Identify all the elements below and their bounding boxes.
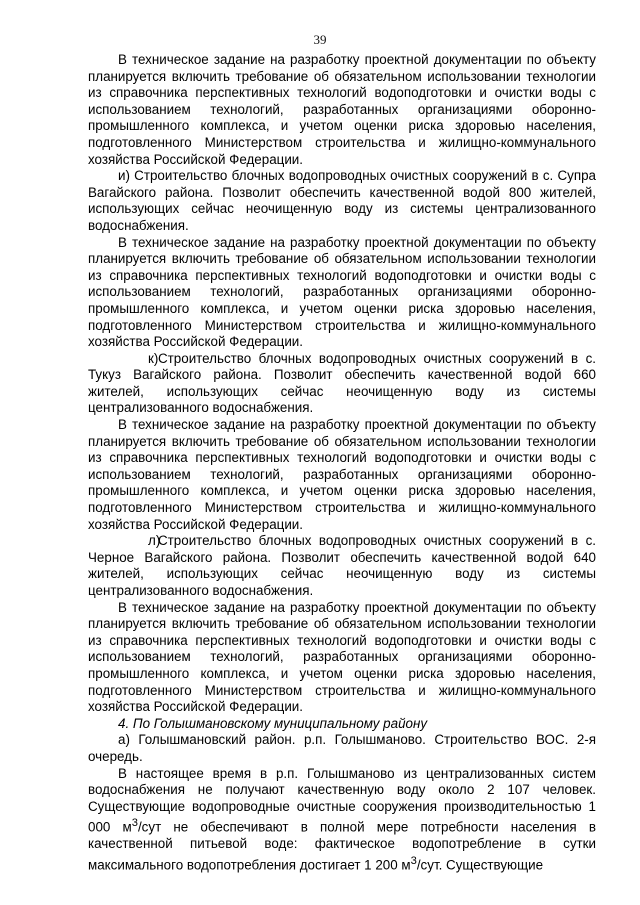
paragraph-text: /сут. Существующие — [416, 857, 544, 873]
list-item-number: л) — [148, 533, 161, 549]
paragraph — [88, 766, 596, 875]
paragraph-text: /сут не обеспечивают в полной мере потребности населения в качественной питьевой воде: фактическое водопотребление в сутки максимального водопотребления достигает 1 200 м — [88, 819, 596, 873]
list-item-number: к) — [148, 350, 159, 366]
section-heading: 4. По Голышмановскому муниципальному району — [118, 715, 428, 731]
paragraph: а) Голышмановский район. р.п. Голышманово. Строительство ВОС. 2-я очередь. — [88, 732, 596, 764]
list-item — [88, 533, 596, 599]
list-item-text: Строительство блочных водопроводных очистных сооружений в с. Черное Вагайского района. Позволит обеспечить качественной водой 640 жителей, использующих сейчас неочищенную воду из системы централизованного водоснабжения. — [88, 533, 596, 598]
page-number: 39 — [313, 32, 327, 47]
paragraph: В техническое задание на разработку проектной документации по объекту планируется включить требование об обязательном использовании технологии из справочника перспективных технологий водоподготовки и очистки воды с использованием технологий, разработанных организациями оборонно-промышленного комплекса, и учетом оценки риска здоровью населения, подготовленного Министерством строительства и жилищно-коммунального хозяйства Российской Федерации. — [88, 599, 596, 715]
document-body — [88, 52, 596, 874]
superscript: 3 — [131, 817, 138, 830]
superscript: 3 — [410, 854, 417, 867]
paragraph: В техническое задание на разработку проектной документации по объекту планируется включить требование об обязательном использовании технологии из справочника перспективных технологий водоподготовки и очистки воды с использованием технологий, разработанных организациями оборонно-промышленного комплекса, и учетом оценки риска здоровью населения, подготовленного Министерством строительства и жилищно-коммунального хозяйства Российской Федерации. — [88, 417, 596, 532]
paragraph-text: В настоящее время в р.п. Голышманово из централизованных систем водоснабжения не получают качественную воду около 2 107 человек. Существующие водопроводные очистные сооружения производительностью 1 000 м — [88, 765, 596, 835]
paragraph: В техническое задание на разработку проектной документации по объекту планируется включить требование об обязательном использовании технологии из справочника перспективных технологий водоподготовки и очистки воды с использованием технологий, разработанных организациями оборонно-промышленного комплекса, и учетом оценки риска здоровью населения, подготовленного Министерством строительства и жилищно-коммунального хозяйства Российской Федерации. — [88, 52, 596, 167]
list-item-text: Строительство блочных водопроводных очистных сооружений в с. Тукуз Вагайского района. Позволит обеспечить качественной водой 660 жителей, использующих сейчас неочищенную воду из системы централизованного водоснабжения. — [88, 350, 596, 416]
list-item — [88, 351, 596, 417]
paragraph: и) Строительство блочных водопроводных очистных сооружений в с. Супра Вагайского района. Позволит обеспечить качественной водой 800 жителей, использующих сейчас неочищенную воду из системы централизованного водоснабжения. — [88, 168, 596, 233]
paragraph: В техническое задание на разработку проектной документации по объекту планируется включить требование об обязательном использовании технологии из справочника перспективных технологий водоподготовки и очистки воды с использованием технологий, разработанных организациями оборонно-промышленного комплекса, и учетом оценки риска здоровью населения, подготовленного Министерством строительства и жилищно-коммунального хозяйства Российской Федерации. — [88, 234, 596, 350]
